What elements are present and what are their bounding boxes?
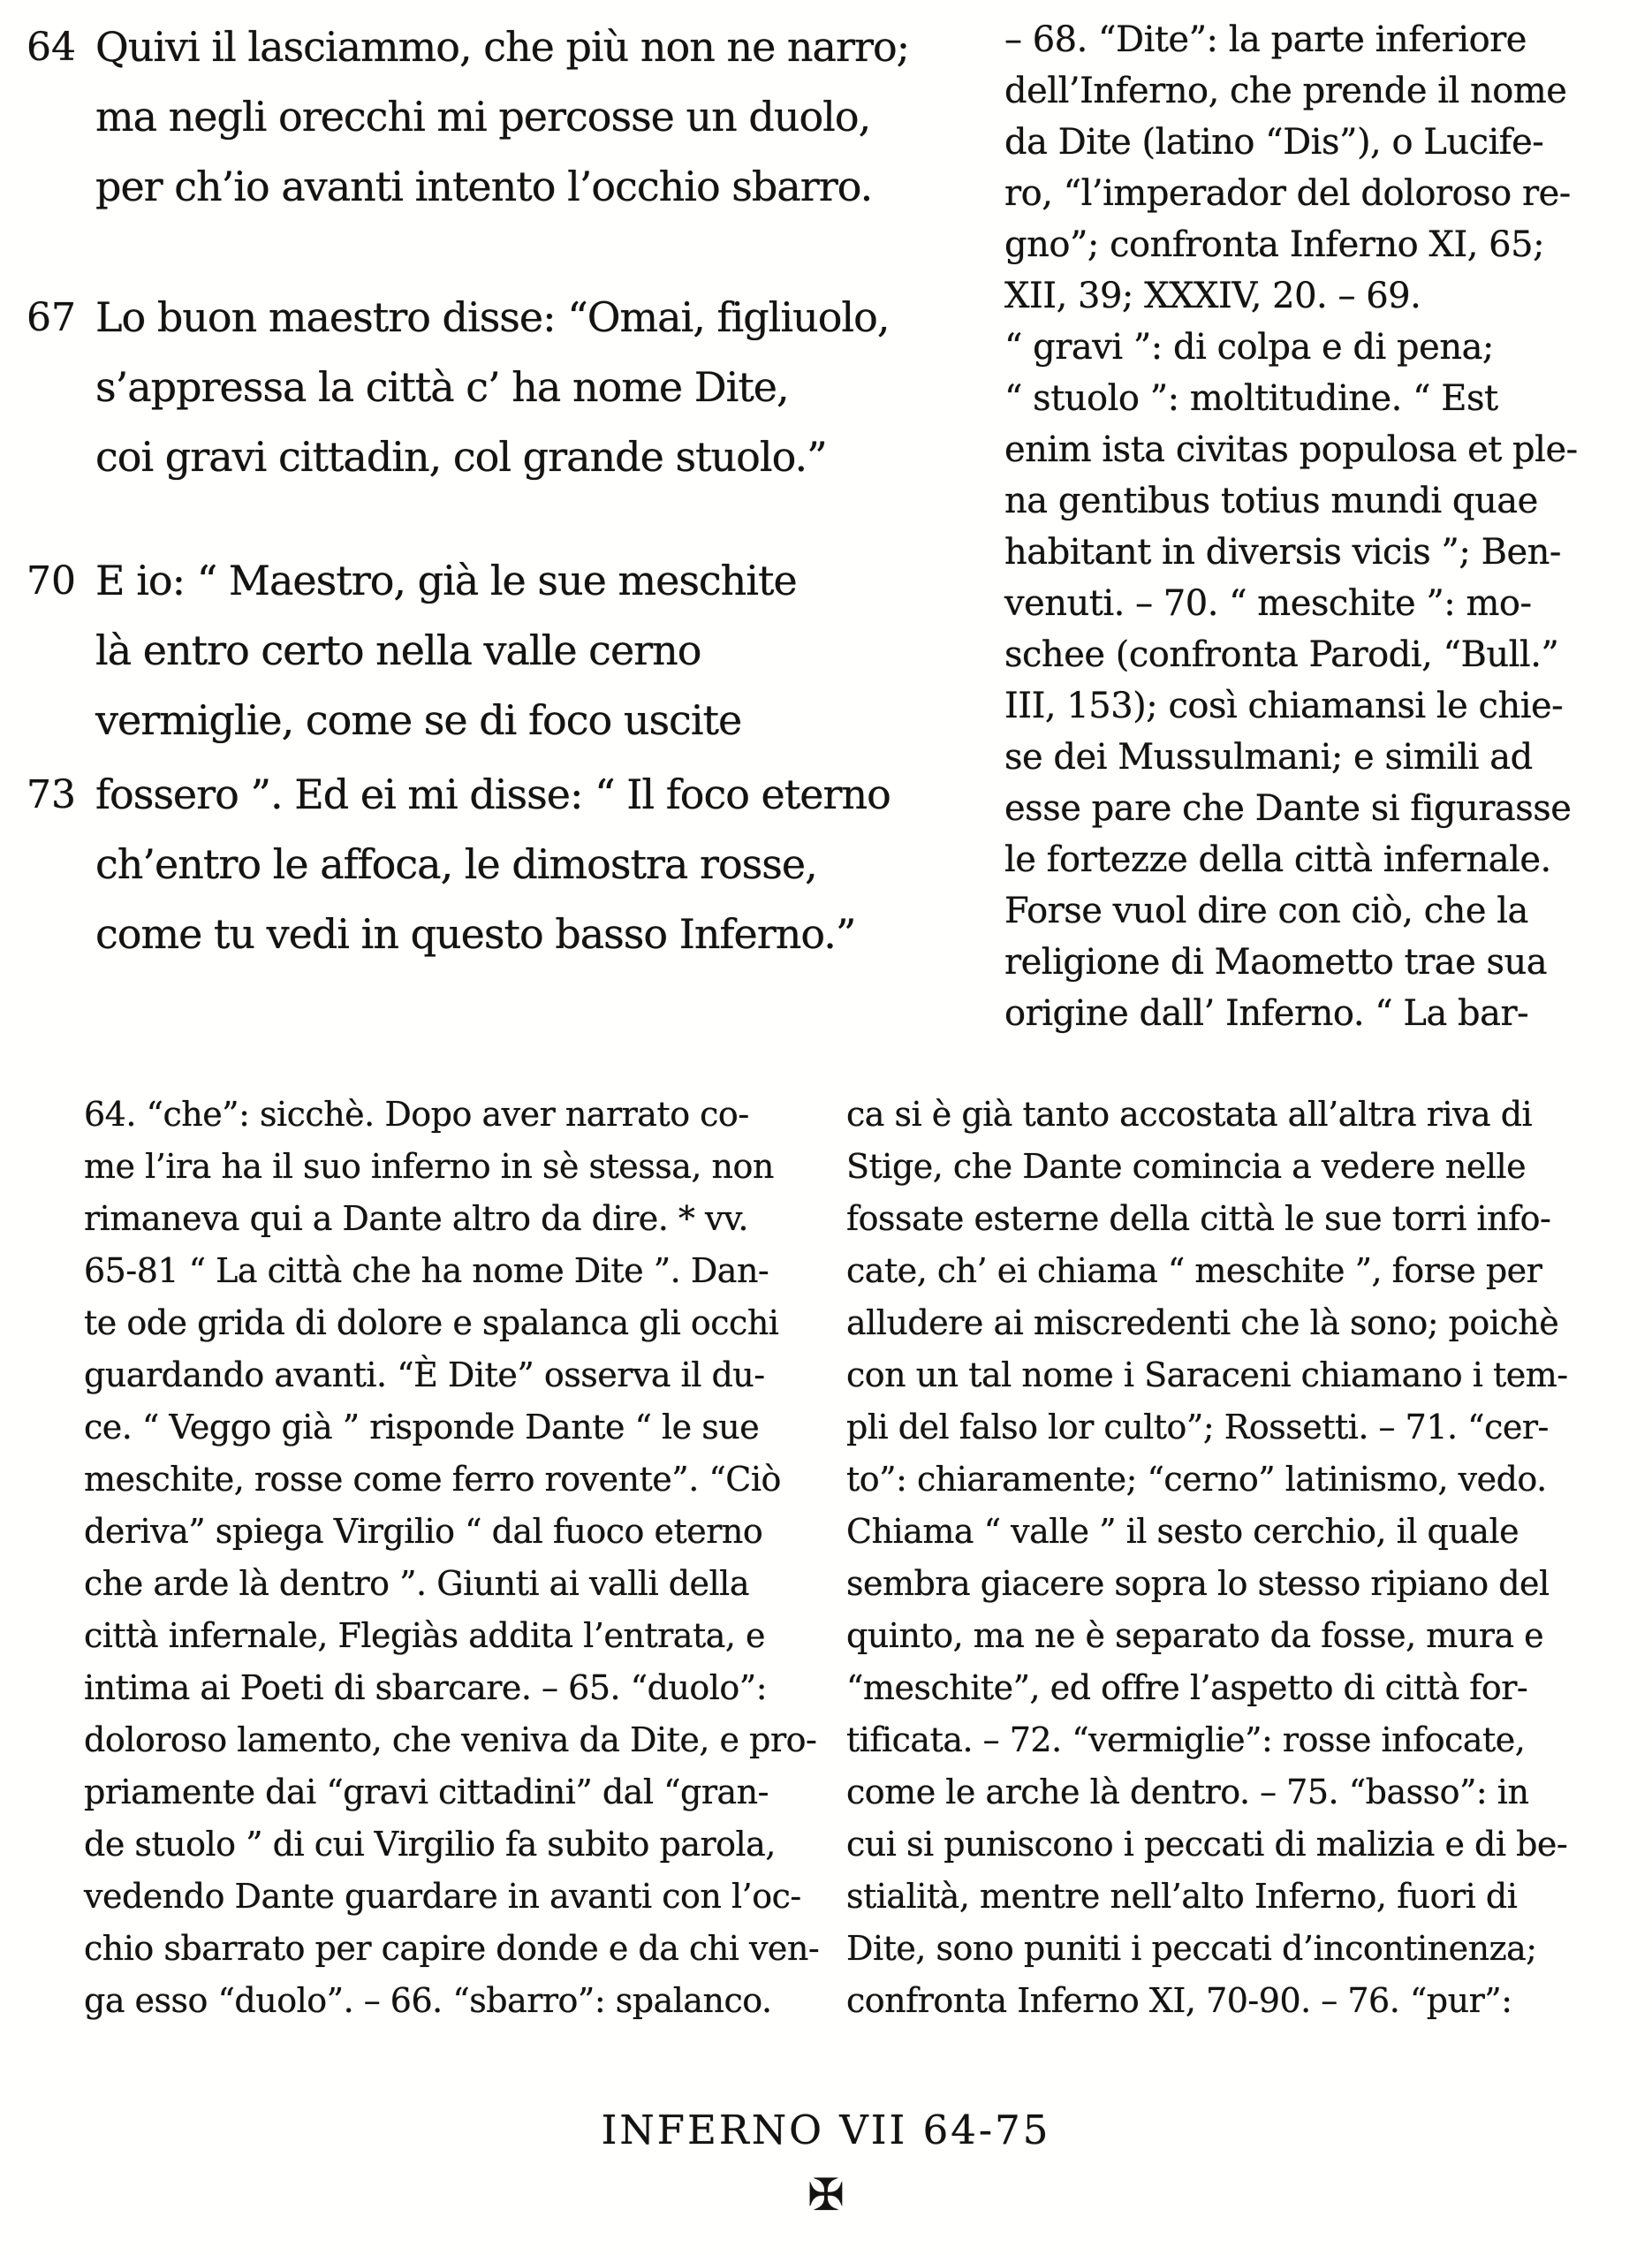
commentary-line: stialità, mentre nell’alto Inferno, fuori di bbox=[846, 1877, 1518, 1916]
commentary-line: esse pare che Dante si figurasse bbox=[1004, 788, 1572, 829]
commentary-line: ce. “ Veggo già ” risponde Dante “ le sue bbox=[84, 1408, 760, 1446]
commentary-line: origine dall’ Inferno. “ La bar- bbox=[1004, 993, 1529, 1034]
commentary-line: intima ai Poeti di sbarcare. – 65. “duolo”: bbox=[84, 1668, 768, 1707]
commentary-line: na gentibus totius mundi quae bbox=[1004, 481, 1538, 521]
commentary-line: confronta Inferno XI, 70-90. – 76. “pur”: bbox=[846, 1981, 1512, 2020]
commentary-line: de stuolo ” di cui Virgilio fa subito parola, bbox=[84, 1825, 776, 1864]
commentary-line: enim ista civitas populosa et ple- bbox=[1004, 429, 1578, 470]
cross-ornament-icon: ✠ bbox=[807, 2169, 845, 2221]
commentary-line: cate, ch’ ei chiama “ meschite ”, forse per bbox=[846, 1251, 1542, 1290]
poem-line: per ch’io avanti intento l’occhio sbarro. bbox=[95, 163, 873, 210]
tercet-73 bbox=[27, 760, 997, 969]
commentary-line: – 68. “Dite”: la parte inferiore bbox=[1004, 19, 1527, 60]
commentary-line: doloroso lamento, che veniva da Dite, e pro- bbox=[84, 1720, 817, 1759]
poem-line: là entro certo nella valle cerno bbox=[95, 626, 701, 674]
commentary-line: to”: chiaramente; “cerno” latinismo, vedo. bbox=[846, 1460, 1547, 1499]
commentary-column-bottom-left bbox=[84, 1089, 833, 2027]
commentary-line: sembra giacere sopra lo stesso ripiano del bbox=[846, 1564, 1550, 1603]
commentary-line: tificata. – 72. “vermiglie”: rosse infocate, bbox=[846, 1720, 1526, 1759]
commentary-line: XII, 39; XXXIV, 20. – 69. bbox=[1004, 276, 1421, 316]
poem-line: ch’entro le affoca, le dimostra rosse, bbox=[95, 840, 817, 888]
commentary-line: venuti. – 70. “ meschite ”: mo- bbox=[1004, 583, 1532, 624]
commentary-line: Stige, che Dante comincia a vedere nelle bbox=[846, 1147, 1527, 1186]
commentary-line: guardando avanti. “È Dite” osserva il du- bbox=[84, 1355, 765, 1394]
commentary-line: “ gravi ”: di colpa e di pena; bbox=[1004, 327, 1494, 368]
poem-line: s’appressa la città c’ ha nome Dite, bbox=[95, 363, 789, 411]
commentary-line: deriva” spiega Virgilio “ dal fuoco eterno bbox=[84, 1512, 763, 1551]
verse-number: 73 bbox=[27, 772, 76, 817]
poem-line: fossero ”. Ed ei mi disse: “ Il foco eterno bbox=[95, 771, 890, 818]
commentary-line: III, 153); così chiamansi le chie- bbox=[1004, 686, 1564, 726]
commentary-column-right bbox=[1004, 14, 1646, 1039]
commentary-line: da Dite (latino “Dis”), o Lucife- bbox=[1004, 122, 1544, 163]
commentary-line: ro, “l’imperador del doloroso re- bbox=[1004, 173, 1571, 214]
commentary-line: che arde là dentro ”. Giunti ai valli della bbox=[84, 1564, 749, 1603]
commentary-line: le fortezze della città infernale. bbox=[1004, 839, 1551, 880]
poem-line: Quivi il lasciammo, che più non ne narro; bbox=[95, 23, 910, 71]
poem-line: coi gravi cittadin, col grande stuolo.” bbox=[95, 433, 827, 481]
commentary-line: con un tal nome i Saraceni chiamano i tem- bbox=[846, 1355, 1568, 1394]
commentary-line: 64. “che”: sicchè. Dopo aver narrato co- bbox=[84, 1095, 749, 1134]
tercet-70 bbox=[27, 546, 997, 755]
commentary-line: città infernale, Flegiàs addita l’entrata, e bbox=[84, 1616, 766, 1655]
commentary-line: quinto, ma ne è separato da fosse, mura e bbox=[846, 1616, 1544, 1655]
commentary-line: Dite, sono puniti i peccati d’incontinenza; bbox=[846, 1929, 1537, 1968]
poem-line: ma negli orecchi mi percosse un duolo, bbox=[95, 93, 871, 140]
verse-number: 64 bbox=[27, 25, 76, 70]
commentary-column-bottom-right bbox=[846, 1089, 1641, 2027]
verse-number: 70 bbox=[27, 558, 76, 604]
commentary-line: vedendo Dante guardare in avanti con l’oc- bbox=[84, 1877, 801, 1916]
commentary-line: gno”; confronta Inferno XI, 65; bbox=[1004, 224, 1545, 265]
commentary-line: fossate esterne della città le sue torri info- bbox=[846, 1199, 1551, 1238]
poem-line: Lo buon maestro disse: “Omai, figliuolo, bbox=[95, 293, 890, 341]
commentary-line: ga esso “duolo”. – 66. “sbarro”: spalanco. bbox=[84, 1981, 772, 2020]
commentary-line: 65-81 “ La città che ha nome Dite ”. Dan- bbox=[84, 1251, 769, 1290]
commentary-line: Chiama “ valle ” il sesto cerchio, il quale bbox=[846, 1512, 1519, 1551]
commentary-line: se dei Mussulmani; e simili ad bbox=[1004, 737, 1533, 778]
running-title: INFERNO VII 64-75 bbox=[601, 2107, 1051, 2153]
poem-line: E io: “ Maestro, già le sue meschite bbox=[95, 557, 797, 604]
poem-line: vermiglie, come se di foco uscite bbox=[95, 696, 742, 744]
commentary-line: ca si è già tanto accostata all’altra riva di bbox=[846, 1095, 1533, 1134]
commentary-line: habitant in diversis vicis ”; Ben- bbox=[1004, 532, 1561, 573]
tercet-64 bbox=[27, 12, 997, 222]
commentary-line: “meschite”, ed offre l’aspetto di città for- bbox=[846, 1668, 1528, 1707]
poem-line: come tu vedi in questo basso Inferno.” bbox=[95, 910, 856, 958]
commentary-line: me l’ira ha il suo inferno in sè stessa, non bbox=[84, 1147, 774, 1186]
commentary-line: te ode grida di dolore e spalanca gli occhi bbox=[84, 1303, 779, 1342]
commentary-line: cui si puniscono i peccati di malizia e di be- bbox=[846, 1825, 1568, 1864]
commentary-line: meschite, rosse come ferro rovente”. “Ciò bbox=[84, 1460, 781, 1499]
commentary-line: alludere ai miscredenti che là sono; poichè bbox=[846, 1303, 1559, 1342]
commentary-line: Forse vuol dire con ciò, che la bbox=[1004, 891, 1528, 931]
commentary-line: “ stuolo ”: moltitudine. “ Est bbox=[1004, 378, 1498, 419]
commentary-line: come le arche là dentro. – 75. “basso”: in bbox=[846, 1773, 1529, 1811]
commentary-line: rimaneva qui a Dante altro da dire. * vv. bbox=[84, 1199, 749, 1238]
commentary-line: chio sbarrato per capire donde e da chi ven- bbox=[84, 1929, 820, 1968]
commentary-line: schee (confronta Parodi, “Bull.” bbox=[1004, 634, 1559, 675]
commentary-line: dell’Inferno, che prende il nome bbox=[1004, 71, 1567, 111]
commentary-line: priamente dai “gravi cittadini” dal “gran- bbox=[84, 1773, 769, 1811]
verse-number: 67 bbox=[27, 295, 76, 340]
commentary-line: religione di Maometto trae sua bbox=[1004, 942, 1548, 983]
tercet-67 bbox=[27, 283, 997, 492]
commentary-line: pli del falso lor culto”; Rossetti. – 71. “cer- bbox=[846, 1408, 1549, 1446]
